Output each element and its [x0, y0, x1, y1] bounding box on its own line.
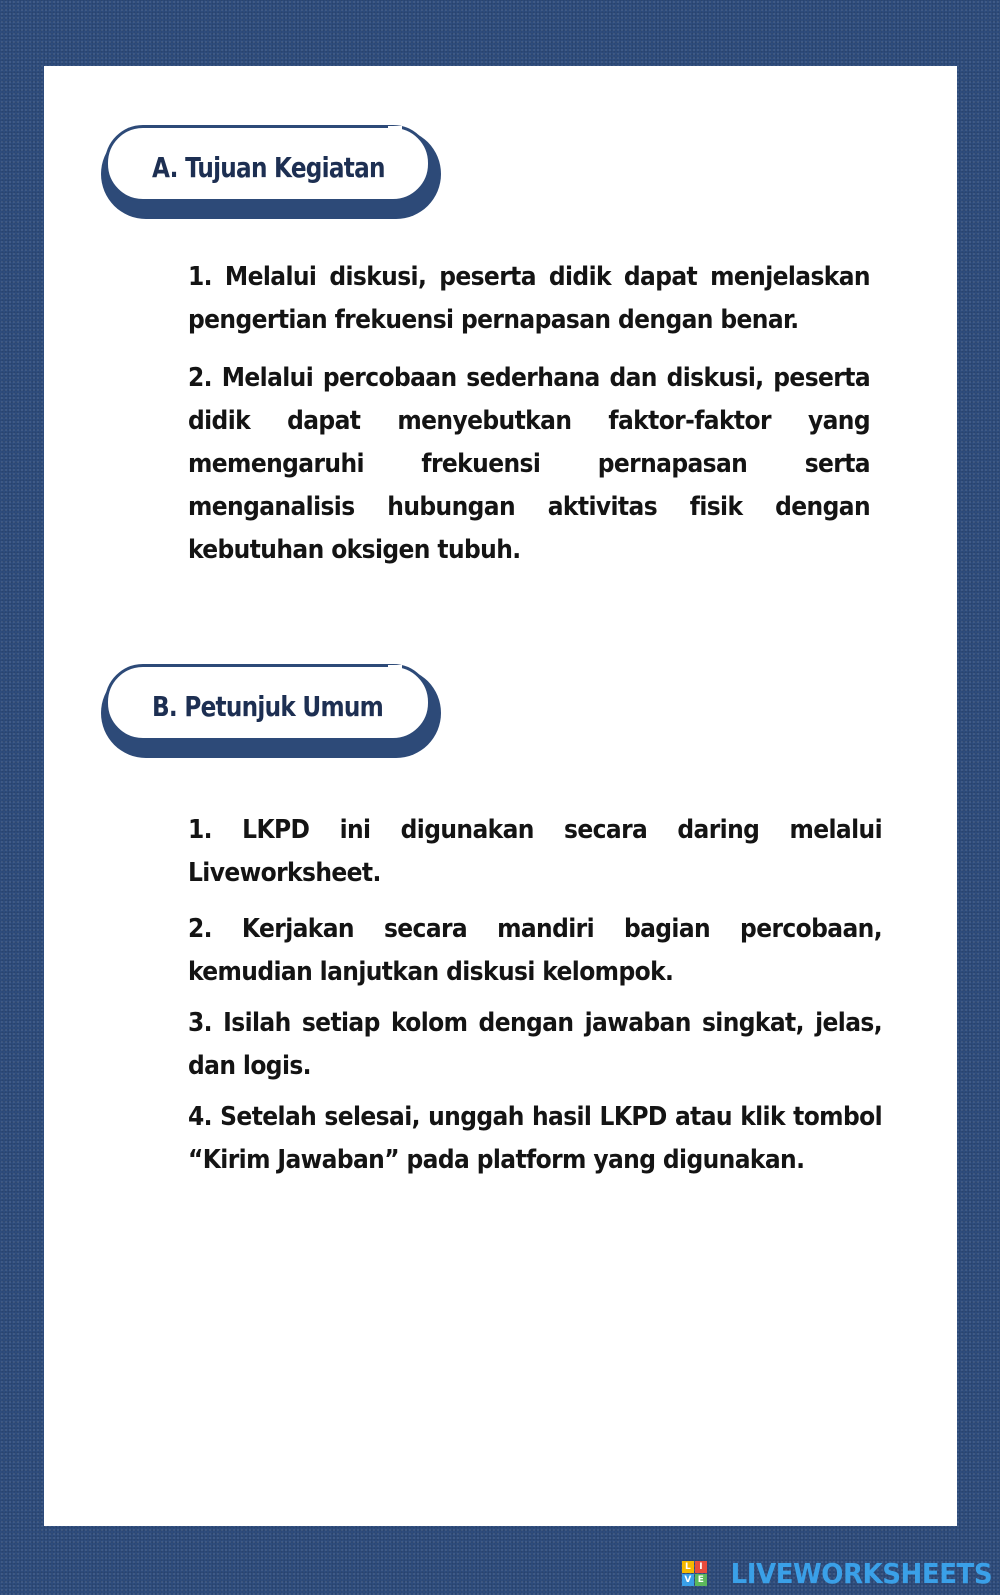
section-a-header-frame	[105, 125, 431, 202]
section-a-item-2: 2. Melalui percobaan sederhana dan diskusi, peserta didik dapat menyebutkan faktor-faktor yang memengaruhi frekuensi pernapasan serta menganalisis hubungan aktivitas fisik dengan kebutuhan oksigen tubuh.	[188, 363, 870, 565]
logo-letter-i: I	[695, 1561, 707, 1573]
logo-letter-e: E	[695, 1574, 707, 1586]
section-b-item-1: 1. LKPD ini digunakan secara daring melalui Liveworksheet.	[188, 815, 882, 888]
liveworksheets-logo[interactable]	[682, 1556, 992, 1590]
section-a-list	[188, 256, 870, 572]
section-b-item-4: 4. Setelah selesai, unggah hasil LKPD atau klik tombol “Kirim Jawaban” pada platform yang digunakan.	[188, 1102, 882, 1175]
section-a-header-gap	[388, 126, 402, 132]
logo-letter-l: L	[682, 1561, 694, 1573]
section-b-header-frame	[105, 664, 431, 741]
section-b-list	[188, 809, 882, 1182]
section-b-item-3: 3. Isilah setiap kolom dengan jawaban singkat, jelas, dan logis.	[188, 1008, 882, 1081]
section-a-header	[101, 125, 441, 220]
logo-letter-v: V	[682, 1574, 694, 1586]
section-a-title: A. Tujuan Kegiatan	[152, 151, 385, 184]
section-b-header	[101, 664, 441, 759]
section-b-header-gap	[388, 665, 402, 671]
section-b-title: B. Petunjuk Umum	[152, 690, 384, 723]
section-a-item-1: 1. Melalui diskusi, peserta didik dapat menjelaskan pengertian frekuensi pernapasan dengan benar.	[188, 262, 870, 335]
liveworksheets-logo-text: LIVEWORKSHEETS	[730, 1556, 992, 1590]
liveworksheets-logo-icon	[682, 1561, 707, 1586]
section-b-item-2: 2. Kerjakan secara mandiri bagian percobaan, kemudian lanjutkan diskusi kelompok.	[188, 914, 882, 987]
